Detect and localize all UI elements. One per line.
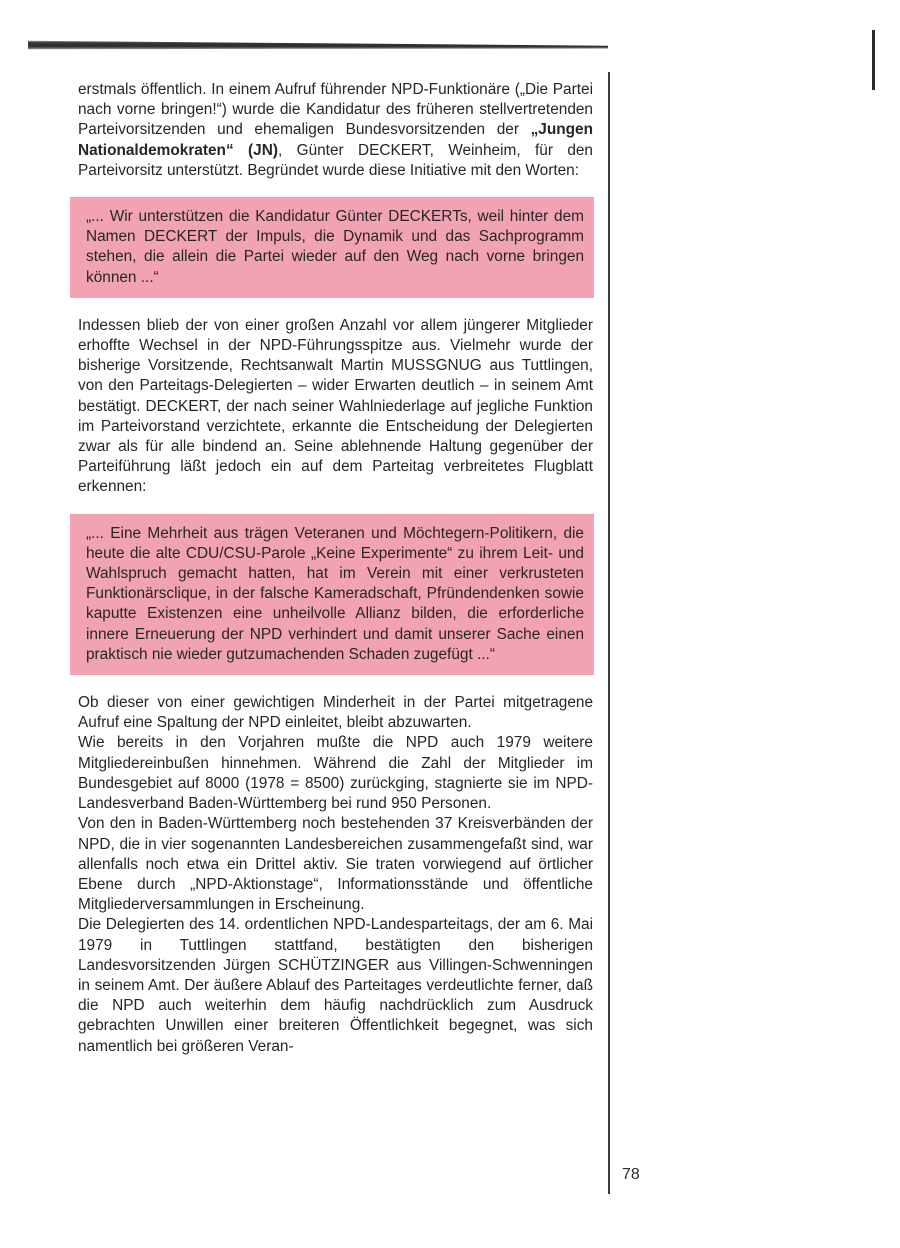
paragraph-2: Indessen blieb der von einer großen Anzahl vor allem jüngerer Mitglieder erhoffte Wechsel in der NPD-Führungsspitze aus. Vielmehr wurde der bisherige Vorsitzende, Rechtsanwalt Martin MUSSGNUG aus Tuttlingen, von den Parteitags-Delegierten – wider Erwarten deutlich – in seinem Amt bestätigt. DECKERT, der nach seiner Wahlniederlage auf jegliche Funktion im Parteivorstand verzichtete, erkannte die Entscheidung der Delegierten zwar als für alle bindend an. Seine ablehnende Haltung gegenüber der Parteiführung läßt jedoch ein auf dem Parteitag verbreitetes Flugblatt erkennen: — [78, 316, 593, 496]
paragraph-1 — [78, 80, 593, 181]
paragraph-1-text-b: , Günter DECKERT, Weinheim, für den Parteivorsitz unterstützt. Begründet wurde diese Initiative mit den Worten: — [78, 141, 593, 179]
scan-edge-mark — [872, 30, 875, 90]
scan-edge-shadow — [28, 38, 608, 52]
page-number: 78 — [622, 1166, 640, 1183]
paragraph-6: Die Delegierten des 14. ordentlichen NPD-Landesparteitags, der am 6. Mai 1979 in Tuttlingen stattfand, bestätigten den bisherigen Landesvorsitzenden Jürgen SCHÜTZINGER aus Villingen-Schwenningen in seinem Amt. Der äußere Ablauf des Parteitages verdeutlichte ferner, daß die NPD auch weiterhin dem häufig nachdrücklich zum Ausdruck gebrachten Unwillen einer breiteren Öffentlichkeit begegnet, was sich namentlich bei größeren Veran- — [78, 916, 593, 1055]
quote-box-1 — [70, 197, 594, 298]
quote-2-text: „... Eine Mehrheit aus trägen Veteranen und Möchtegern-Politikern, die heute die alte CDU/CSU-Parole „Keine Experimente“ zu ihrem Leit- und Wahlspruch gemacht hatten, hat im Verein mit einer verkrusteten Funktionärsclique, in der falsche Kameradschaft, Pfründendenken sowie kaputte Existenzen eine unheilvolle Allianz bilden, die erforderliche innere Erneuerung der NPD verhindert und damit unserer Sache einen praktisch nie wieder gutzumachenden Schaden zugefügt ...“ — [86, 524, 584, 663]
paragraph-3: Ob dieser von einer gewichtigen Minderheit in der Partei mitgetragene Aufruf eine Spaltung der NPD einleitet, bleibt abzuwarten. — [78, 694, 593, 732]
text-column — [78, 80, 593, 1057]
paragraph-5: Von den in Baden-Württemberg noch bestehenden 37 Kreisverbänden der NPD, die in vier sogenannten Landesbereichen zusammengefaßt sind, war allenfalls noch etwa ein Drittel aktiv. Sie traten vorwiegend auf örtlicher Ebene durch „NPD-Aktionstage“, Informationsstände und öffentliche Mitgliederversammlungen in Erscheinung. — [78, 815, 593, 914]
jn-emphasis: „Jungen Nationaldemokraten“ (JN) — [78, 121, 593, 159]
paragraph-1-text-a: erstmals öffentlich. In einem Aufruf führender NPD-Funktionäre („Die Partei nach vorne bringen!“) wurde die Kandidatur des früheren stellvertretenden Parteivorsitzenden und ehemaligen Bundesvorsitzenden der — [78, 81, 593, 139]
margin-rule — [608, 72, 610, 1194]
quote-box-2 — [70, 514, 594, 675]
paragraph-4: Wie bereits in den Vorjahren mußte die NPD auch 1979 weitere Mitgliedereinbußen hinnehmen. Während die Zahl der Mitglieder im Bundesgebiet auf 8000 (1978 = 8500) zurückging, stagnierte sie im NPD-Landesverband Baden-Württemberg bei rund 950 Personen. — [78, 734, 593, 813]
quote-1-text: „... Wir unterstützen die Kandidatur Günter DECKERTs, weil hinter dem Namen DECKERT der Impuls, die Dynamik und das Sachprogramm stehen, die allein die Partei wieder auf den Weg nach vorne bringen können ...“ — [86, 208, 584, 286]
